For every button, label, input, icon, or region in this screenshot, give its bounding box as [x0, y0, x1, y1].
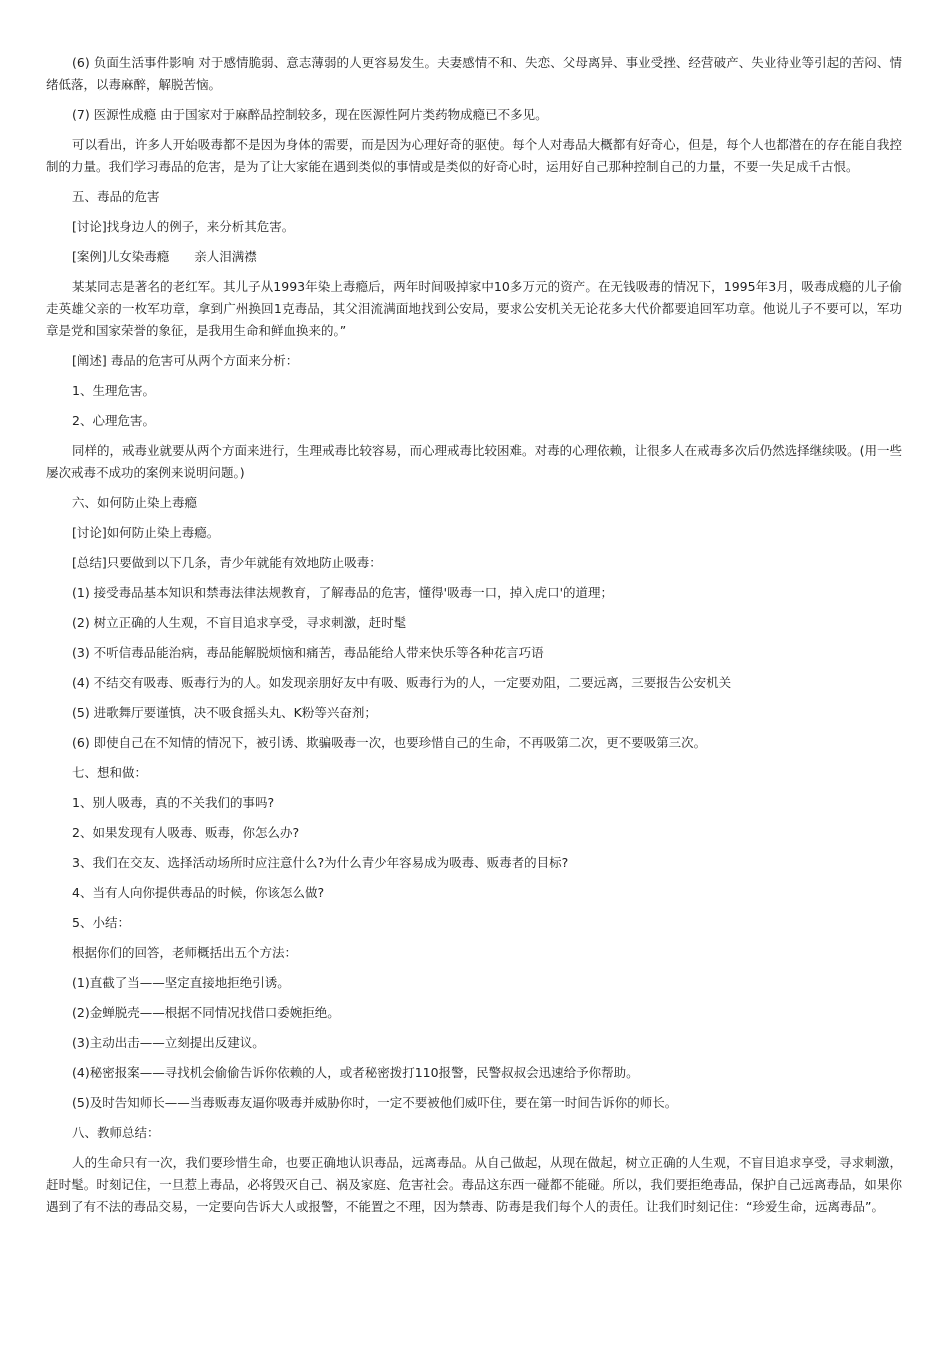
paragraph-teacher-methods-intro: 根据你们的回答，老师概括出五个方法：: [72, 945, 298, 960]
section-heading-prevention: 六、如何防止染上毒瘾: [72, 495, 198, 510]
section-heading-harm: 五、毒品的危害: [72, 189, 160, 204]
list-item-method-1: (1)直截了当——坚定直接地拒绝引诱。: [72, 975, 290, 990]
list-item-prevention-4: (4) 不结交有吸毒、贩毒行为的人。如发现亲朋好友中有吸、贩毒行为的人，一定要劝阻，二要远离，三要报告公安机关: [72, 675, 732, 690]
list-item-question-1: 1、别人吸毒，真的不关我们的事吗?: [72, 795, 275, 810]
list-item-question-2: 2、如果发现有人吸毒、贩毒，你怎么办?: [72, 825, 300, 840]
paragraph-case-story: 某某同志是著名的老红军。其儿子从1993年染上毒瘾后，两年时间吸掉家中10多万元的资产。在无钱吸毒的情况下，1995年3月，吸毒成瘾的儿子偷走英雄父亲的一枚军功章，拿到广州换回1克毒品，其父泪流满面地找到公安局，要求公安机关无论花多大代价都要追回军功章。他说儿子不要可以，军功章是党和国家荣誉的象征，是我用生命和鲜血换来的。”: [46, 279, 902, 338]
paragraph-iatrogenic-addiction: (7) 医源性成瘾 由于国家对于麻醉品控制较多，现在医源性阿片类药物成瘾已不多见。: [72, 107, 548, 122]
paragraph-negative-life-events: (6) 负面生活事件影响 对于感情脆弱、意志薄弱的人更容易发生。夫妻感情不和、失恋、父母离异、事业受挫、经营破产、失业待业等引起的苦闷、情绪低落，以毒麻醉，解脱苦恼。: [46, 55, 902, 92]
list-item-question-4: 4、当有人向你提供毒品的时候，你该怎么做?: [72, 885, 325, 900]
paragraph-elaborate-harm: [阐述] 毒品的危害可从两个方面来分析：: [72, 353, 299, 368]
list-item-method-2: (2)金蝉脱壳——根据不同情况找借口委婉拒绝。: [72, 1005, 340, 1020]
list-item-method-3: (3)主动出击——立刻提出反建议。: [72, 1035, 265, 1050]
list-item-question-3: 3、我们在交友、选择活动场所时应注意什么?为什么青少年容易成为吸毒、贩毒者的目标?: [72, 855, 569, 870]
list-item-prevention-1: (1) 接受毒品基本知识和禁毒法律法规教育，了解毒品的危害，懂得'吸毒一口，掉入虎口'的道理；: [72, 585, 614, 600]
paragraph-teacher-summary: 人的生命只有一次，我们要珍惜生命，也要正确地认识毒品，远离毒品。从自己做起，从现在做起，树立正确的人生观，不盲目追求享受，寻求刺激，赶时髦。时刻记住，一旦惹上毒品，必将毁灭自己、祸及家庭、危害社会。毒品这东西一碰都不能碰。所以，我们要拒绝毒品，保护自己远离毒品，如果你遇到了有不法的毒品交易，一定要向告诉大人或报警，不能置之不理，因为禁毒、防毒是我们每个人的责任。让我们时刻记住：“珍爱生命，远离毒品”。: [46, 1155, 902, 1214]
paragraph-case-title: [案例]儿女染毒瘾 亲人泪满襟: [72, 249, 257, 264]
list-item-physical-harm: 1、生理危害。: [72, 383, 155, 398]
paragraph-discussion-prevention: [讨论]如何防止染上毒瘾。: [72, 525, 220, 540]
section-heading-teacher-summary: 八、教师总结：: [72, 1125, 160, 1140]
paragraph-discussion-harm: [讨论]找身边人的例子，来分析其危害。: [72, 219, 295, 234]
paragraph-summary-prevention: [总结]只要做到以下几条，青少年就能有效地防止吸毒：: [72, 555, 382, 570]
section-heading-think-and-do: 七、想和做：: [72, 765, 148, 780]
paragraph-curiosity-summary: 可以看出，许多人开始吸毒都不是因为身体的需要，而是因为心理好奇的驱使。每个人对毒品大概都有好奇心，但是，每个人也都潜在的存在能自我控制的力量。我们学习毒品的危害，是为了让大家能在遇到类似的事情或是类似的好奇心时，运用好自己那种控制自己的力量，不要一失足成千古恨。: [46, 137, 902, 174]
list-item-summary: 5、小结：: [72, 915, 130, 930]
list-item-method-4: (4)秘密报案——寻找机会偷偷告诉你依赖的人，或者秘密拨打110报警，民警叔叔会迅速给予你帮助。: [72, 1065, 639, 1080]
list-item-prevention-6: (6) 即使自己在不知情的情况下，被引诱、欺骗吸毒一次，也要珍惜自己的生命，不再吸第二次，更不要吸第三次。: [72, 735, 707, 750]
paragraph-rehab: 同样的，戒毒业就要从两个方面来进行，生理戒毒比较容易，而心理戒毒比较困难。对毒的心理依赖，让很多人在戒毒多次后仍然选择继续吸。(用一些屡次戒毒不成功的案例来说明问题。): [46, 443, 902, 480]
list-item-prevention-5: (5) 进歌舞厅要谨慎，决不吸食摇头丸、K粉等兴奋剂；: [72, 705, 377, 720]
list-item-prevention-3: (3) 不听信毒品能治病，毒品能解脱烦恼和痛苦，毒品能给人带来快乐等各种花言巧语: [72, 645, 544, 660]
list-item-method-5: (5)及时告知师长——当毒贩毒友逼你吸毒并威胁你时，一定不要被他们威吓住，要在第一时间告诉你的师长。: [72, 1095, 678, 1110]
list-item-psychological-harm: 2、心理危害。: [72, 413, 155, 428]
list-item-prevention-2: (2) 树立正确的人生观，不盲目追求享受，寻求刺激，赶时髦: [72, 615, 407, 630]
